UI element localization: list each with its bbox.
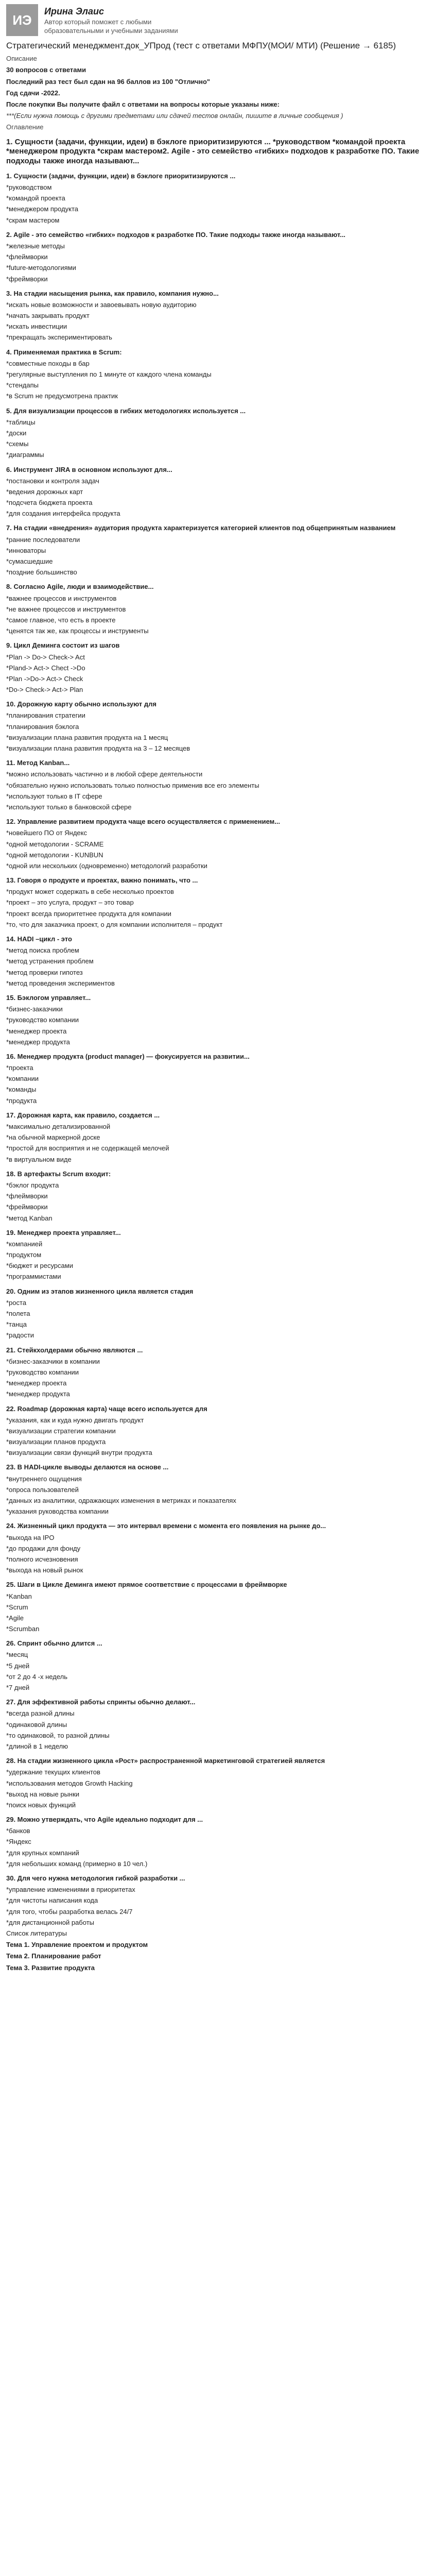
question-block [6, 1756, 430, 1810]
theme-item: Тема 1. Управление проектом и продуктом [6, 1941, 148, 1949]
question-text: 7. На стадии «внедрения» аудитория продукта характеризуется категорией клиентов под общепринятым названием [6, 524, 396, 532]
question-block [6, 641, 430, 694]
answer-option: *постановки и контроля задач [6, 477, 99, 485]
answer-option: *диаграммы [6, 451, 44, 459]
question-text: 30. Для чего нужна методология гибкой разработки ... [6, 1874, 185, 1882]
question-block [6, 935, 430, 988]
answer-option: *месяц [6, 1651, 28, 1659]
answer-option: *внутреннего ощущения [6, 1475, 82, 1483]
answer-option: *менеджер продукта [6, 1390, 70, 1398]
question-block [6, 523, 430, 577]
answer-option: *флеймворки [6, 1192, 48, 1200]
question-text: 13. Говоря о продукте и проектах, важно понимать, что ... [6, 876, 198, 885]
answer-option: *метод проверки гипотез [6, 968, 83, 976]
question-text: 10. Дорожную карту обычно используют для [6, 700, 156, 708]
answer-option: *ценятся так же, как процессы и инструменты [6, 627, 149, 635]
answer-option: *искать новые возможности и завоевывать новую аудиторию [6, 300, 197, 309]
answer-option: *визуализации плана развития продукта на 3 – 12 месяцев [6, 744, 190, 752]
answer-option: *компанией [6, 1240, 43, 1248]
answer-option: *таблицы [6, 418, 36, 426]
answer-option: *поздние большинство [6, 568, 77, 577]
question-block [6, 1346, 430, 1399]
answer-option: *искать инвестиции [6, 323, 67, 331]
answer-option: *для чистоты написания кода [6, 1896, 98, 1905]
answer-option: *стендапы [6, 381, 39, 389]
answer-option: *ранние последователи [6, 535, 80, 544]
answer-option: *используют только в банковской сфере [6, 803, 132, 811]
question-block [6, 1874, 430, 1927]
answer-option: *сумасшедшие [6, 557, 53, 565]
answer-option: *для того, чтобы разработка велась 24/7 [6, 1907, 133, 1916]
description-label: Описание [6, 55, 37, 63]
theme-item: Тема 3. Развитие продукта [6, 1963, 95, 1972]
answer-option: *future-методологиями [6, 264, 76, 272]
answer-option: *Plan -> Do-> Check-> Act [6, 653, 85, 661]
question-block [6, 1287, 430, 1341]
answer-option: *Scrum [6, 1603, 28, 1611]
answer-option: *инноваторы [6, 546, 46, 554]
answer-option: *указания руководства компании [6, 1507, 109, 1516]
question-block [6, 1698, 430, 1751]
question-block [6, 582, 430, 636]
question-text: 15. Бэклогом управляет... [6, 993, 91, 1002]
question-block [6, 1815, 430, 1869]
answer-option: *Do-> Check-> Act-> Plan [6, 686, 83, 694]
question-text: 2. Agile - это семейство «гибких» подходов к разработке ПО. Такие подходы также иногда называют... [6, 230, 346, 239]
answer-option: *бизнес-заказчики в компании [6, 1357, 100, 1365]
answer-option: *для небольших команд (примерно в 10 чел.) [6, 1859, 148, 1868]
answer-option: *самое главное, что есть в проекте [6, 616, 116, 624]
answer-option: *Pland-> Act-> Chect ->Do [6, 664, 85, 672]
answer-option: *программистами [6, 1273, 61, 1281]
question-block [6, 348, 430, 401]
question-block [6, 758, 430, 812]
question-text: 5. Для визуализации процессов в гибких методологиях используется ... [6, 406, 246, 415]
answer-option: *полета [6, 1310, 30, 1317]
answer-option: *Kanban [6, 1592, 32, 1600]
answer-option: *важнее процессов и инструментов [6, 594, 117, 602]
answer-option: *визуализации связи функций внутри продукта [6, 1449, 152, 1457]
answer-option: *планирования стратегии [6, 711, 85, 720]
answer-option: *опроса пользователей [6, 1485, 79, 1494]
question-text: 8. Согласно Agile, люди и взаимодействие... [6, 583, 154, 591]
question-text: 19. Менеджер проекта управляет... [6, 1228, 121, 1236]
answer-option: *метод Kanban [6, 1214, 53, 1222]
answer-option: *визуализации плана развития продукта на 1 месяц [6, 733, 168, 741]
question-block [6, 700, 430, 753]
question-block [6, 1521, 430, 1575]
question-text: 14. HADI –цикл - это [6, 935, 72, 943]
question-block [6, 1404, 430, 1458]
answer-option: *продукт может содержать в себе несколько проектов [6, 888, 174, 896]
answer-option: *для крупных компаний [6, 1849, 79, 1857]
theme-list [6, 1940, 430, 1973]
answer-option: *менеджер проекта [6, 1027, 67, 1035]
answer-option: *одинаковой длины [6, 1720, 67, 1728]
answer-option: *руководство компании [6, 1016, 79, 1024]
answer-option: *руководством [6, 183, 52, 191]
question-block [6, 993, 430, 1047]
question-text: 17. Дорожная карта, как правило, создается ... [6, 1111, 160, 1119]
question-block [6, 465, 430, 519]
answer-option: *метод устранения проблем [6, 957, 94, 965]
year-passed: Год сдачи -2022. [6, 89, 60, 97]
question-text: 21. Стейкхолдерами обычно являются ... [6, 1346, 143, 1354]
question-text: 1. Сущности (задачи, функции, идеи) в бэклоге приоритизируются ... [6, 172, 236, 180]
question-text: 16. Менеджер продукта (product manager) — фокусируется на развитии... [6, 1052, 250, 1060]
answer-option: *полного исчезновения [6, 1555, 78, 1563]
question-text: 27. Для эффективной работы спринты обычно делают... [6, 1698, 196, 1706]
answer-option: *указания, как и куда нужно двигать продукт [6, 1416, 144, 1424]
theme-item: Тема 2. Планирование работ [6, 1952, 101, 1960]
author-name[interactable]: Ирина Элаис [44, 6, 104, 16]
answer-option: *Plan ->Do-> Act-> Check [6, 674, 83, 683]
question-block [6, 1580, 430, 1634]
answer-option: *выхода на IPO [6, 1533, 55, 1541]
question-block [6, 1639, 430, 1692]
question-text: 11. Метод Kanban... [6, 759, 70, 767]
answer-option: *бюджет и ресурсами [6, 1262, 73, 1270]
answer-option: *использования методов Growth Hacking [6, 1779, 133, 1787]
author-avatar[interactable]: ИЭ [6, 4, 38, 36]
question-text: 6. Инструмент JIRA в основном используют для... [6, 465, 172, 473]
question-block [6, 1170, 430, 1223]
question-text: 23. В HADI-цикле выводы делаются на основе ... [6, 1463, 169, 1471]
question-text: 4. Применяемая практика в Scrum: [6, 348, 122, 356]
answer-option: *проекта [6, 1064, 33, 1072]
question-count: 30 вопросов с ответами [6, 66, 86, 74]
question-block [6, 230, 430, 284]
answer-option: *одной или нескольких (одновременно) методологий разработки [6, 861, 207, 870]
question-block [6, 1052, 430, 1106]
question-block [6, 1463, 430, 1516]
answer-option: *продукта [6, 1096, 37, 1105]
answer-option: *бизнес-заказчики [6, 1005, 63, 1013]
last-passed: Последний раз тест был сдан на 96 баллов из 100 "Отлично" [6, 77, 211, 86]
answer-option: *компании [6, 1075, 39, 1083]
question-list [6, 172, 430, 1927]
answer-option: *не важнее процессов и инструментов [6, 605, 126, 613]
answer-option: *радости [6, 1331, 34, 1340]
answer-option: *визуализации планов продукта [6, 1438, 106, 1446]
answer-option: *простой для восприятия и не содержащей мелочей [6, 1144, 169, 1153]
answer-option: *команды [6, 1086, 37, 1094]
answer-option: *фреймворки [6, 275, 48, 283]
answer-option: *длиной в 1 неделю [6, 1742, 68, 1750]
help-note: ***(Если нужна помощь с другими предметами или сдачей тестов онлайн, пишите в личные сообщения ) [6, 112, 343, 120]
answer-option: *выхода на новый рынок [6, 1566, 83, 1574]
author-info [44, 4, 209, 36]
answer-option: *железные методы [6, 242, 65, 250]
answer-option: *новейшего ПО от Яндекс [6, 829, 87, 837]
question-text: 29. Можно утверждать, что Agile идеально подходит для ... [6, 1816, 203, 1824]
answer-option: *удержание текущих клиентов [6, 1768, 100, 1776]
answer-option: *метод поиска проблем [6, 946, 79, 955]
answer-option: *можно использовать частично и в любой сфере деятельности [6, 770, 203, 778]
question-block [6, 1111, 430, 1164]
answer-option: *Scrumban [6, 1625, 40, 1633]
answer-option: *управление изменениями в приоритетах [6, 1886, 135, 1894]
answer-option: *максимально детализированной [6, 1123, 111, 1130]
toc-intro-question: 1. Сущности (задачи, функции, идеи) в бэклоге приоритизируются ... *руководством *командой проекта *менеджером продукта *скрам мастером2. Agile - это семейство «гибких» подходов к разработке ПО. Такие подходы также иногда называют... [6, 137, 420, 166]
author-description: Автор который поможет с любыми образовательными и учебными заданиями [44, 18, 178, 35]
answer-option: *танца [6, 1320, 27, 1329]
answer-option: *роста [6, 1298, 27, 1307]
toc-label: Оглавление [6, 123, 44, 131]
answer-option: *менеджер проекта [6, 1379, 67, 1387]
answer-option: *ведения дорожных карт [6, 487, 83, 496]
answer-option: *менеджером продукта [6, 205, 79, 213]
answer-option: *прекращать экспериментировать [6, 333, 112, 342]
answer-option: *менеджер продукта [6, 1038, 70, 1046]
answer-option: *поиск новых функций [6, 1801, 76, 1809]
answer-option: *банков [6, 1827, 30, 1835]
answer-option: *до продажи для фонду [6, 1544, 81, 1552]
answer-option: *7 дней [6, 1684, 30, 1691]
question-text: 12. Управление развитием продукта чаще всего осуществляется с применением... [6, 818, 281, 826]
answer-option: *в виртуальном виде [6, 1155, 72, 1163]
answer-option: *схемы [6, 440, 29, 448]
answer-option: *продуктом [6, 1251, 42, 1259]
answer-option: *командой проекта [6, 194, 65, 202]
answer-option: *регулярные выступления по 1 минуте от каждого члена команды [6, 370, 212, 378]
answer-option: *одной методологии - SCRAME [6, 840, 104, 848]
question-block [6, 817, 430, 871]
answer-option: *начать закрывать продукт [6, 312, 90, 320]
answer-option: *то, что для заказчика проект, о для компании исполнителя – продукт [6, 920, 223, 928]
answer-option: *одной методологии - KUNBUN [6, 851, 103, 859]
answer-option: *на обычной маркерной доске [6, 1133, 100, 1142]
question-text: 24. Жизненный цикл продукта — это интервал времени с момента его появления на рынке до... [6, 1522, 326, 1530]
answer-option: *используют только в IT сфере [6, 792, 102, 800]
answer-option: *визуализации стратегии компании [6, 1427, 116, 1435]
answer-option: *данных из аналитики, одражающих изменения в метриках и показателях [6, 1497, 236, 1504]
question-text: 26. Спринт обычно длится ... [6, 1639, 102, 1648]
question-text: 28. На стадии жизненного цикла «Рост» распространенной маркетинговой стратегией является [6, 1757, 325, 1765]
answer-option: *фреймворки [6, 1203, 48, 1211]
answer-option: *5 дней [6, 1662, 30, 1670]
answer-option: *скрам мастером [6, 216, 60, 224]
question-block [6, 1228, 430, 1282]
answer-option: *бэклог продукта [6, 1181, 59, 1189]
question-block [6, 172, 430, 225]
answer-option: *выход на новые рынки [6, 1790, 80, 1798]
answer-option: *планирования бэклога [6, 722, 79, 731]
question-text: 3. На стадии насыщения рынка, как правило, компания нужно... [6, 289, 219, 297]
after-purchase: После покупки Вы получите файл с ответами на вопросы которые указаны ниже: [6, 100, 280, 108]
question-text: 22. Roadmap (дорожная карта) чаще всего используется для [6, 1404, 207, 1413]
answer-option: *проект – это услуга, продукт – это товар [6, 899, 134, 907]
author-block [6, 4, 430, 36]
answer-option: *совместные походы в бар [6, 359, 90, 367]
answer-option: *для создания интерфейса продукта [6, 510, 120, 518]
document-title: Стратегический менеджмент.док_УПрод (тест с ответами МФПУ(МОИ/ МТИ) (Решение → 6185) [6, 41, 396, 50]
answer-option: *обязательно нужно использовать только полностью применив все его элементы [6, 781, 259, 789]
answer-option: *метод проведения экспериментов [6, 979, 115, 987]
answer-option: *Яндекс [6, 1838, 31, 1846]
answer-option: *в Scrum не предусмотрена практик [6, 392, 118, 400]
answer-option: *доски [6, 429, 27, 437]
literature-label: Список литературы [6, 1929, 67, 1937]
answer-option: *всегда разной длины [6, 1709, 75, 1718]
answer-option: *проект всегда приоритетнее продукта для компании [6, 909, 171, 918]
answer-option: *флеймворки [6, 253, 48, 261]
question-text: 20. Одним из этапов жизненного цикла является стадия [6, 1287, 194, 1295]
answer-option: *Agile [6, 1614, 24, 1622]
question-text: 25. Шаги в Цикле Деминга имеют прямое соответствие с процессами в фреймворке [6, 1581, 287, 1589]
question-block [6, 876, 430, 929]
question-text: 9. Цикл Деминга состоит из шагов [6, 641, 120, 650]
answer-option: *то одинаковой, то разной длины [6, 1731, 110, 1739]
question-text: 18. В артефакты Scrum входит: [6, 1170, 111, 1178]
answer-option: *от 2 до 4 -х недель [6, 1672, 67, 1681]
question-block [6, 406, 430, 460]
answer-option: *руководство компании [6, 1368, 79, 1376]
answer-option: *для дистанционной работы [6, 1918, 94, 1926]
question-block [6, 289, 430, 343]
answer-option: *подсчета бюджета проекта [6, 499, 93, 507]
